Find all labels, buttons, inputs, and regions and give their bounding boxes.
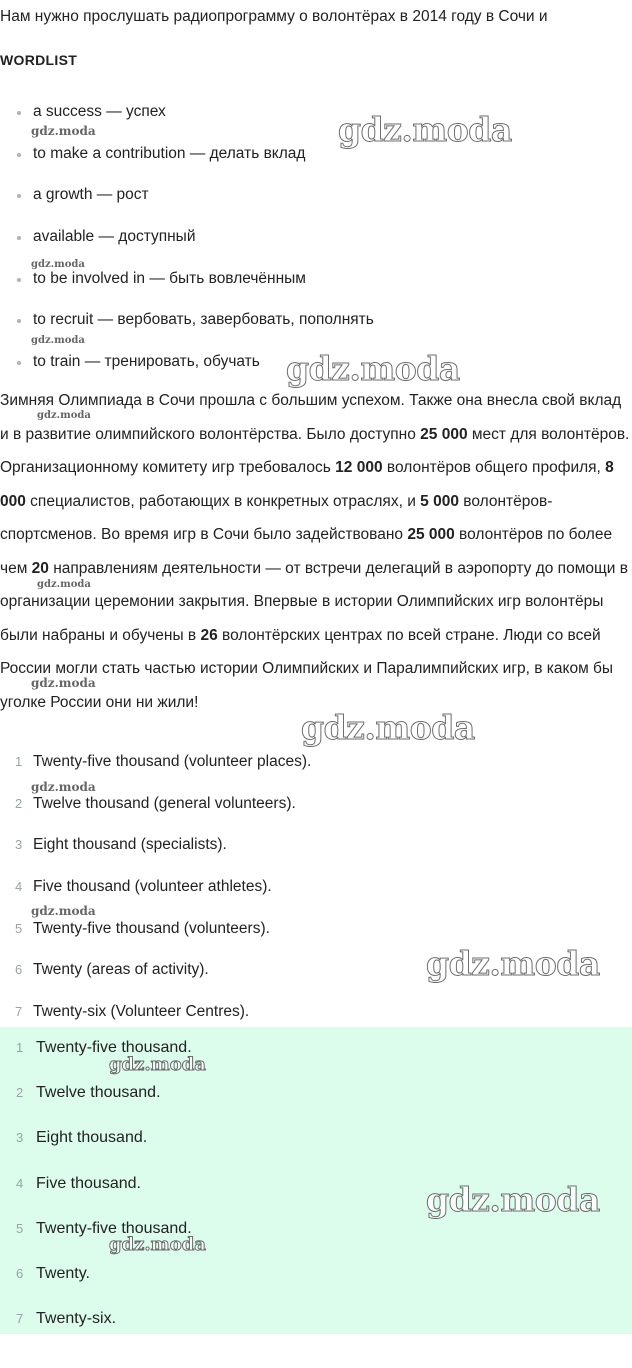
answer-number: 4 — [15, 879, 23, 895]
paragraph-text: волонтёрских центрах по всей стране. Люди со всей России могли стать частью истории Олимпийских и Паралимпийских игр, в каком бы уголке России они ни жили! — [0, 626, 614, 711]
answer-text: Twenty-five thousand. — [36, 1219, 192, 1237]
answer-number: 1 — [16, 1040, 24, 1055]
answer-number: 3 — [15, 837, 23, 853]
paragraph-text: волонтёров общего профиля, — [382, 459, 606, 476]
answer-text: Twenty. — [36, 1264, 90, 1282]
answer-number: 2 — [16, 1085, 24, 1101]
wordlist-heading: WORDLIST — [0, 52, 78, 68]
watermark: gdz.moda — [286, 349, 460, 388]
answer-text: Twelve thousand (general volunteers). — [33, 794, 296, 812]
watermark: gdz.moda — [426, 1180, 600, 1219]
watermark: gdz.moda — [301, 708, 475, 747]
text-paragraph — [0, 384, 632, 719]
paragraph-text: волонтёров-спортсменов. Во время игр в Сочи было задействовано — [0, 492, 553, 543]
paragraph-text: направлениям деятельности — от встречи делегаций в аэропорту до помощи в организации церемонии закрытия. Впервые в истории Олимпийских игр волонтёры были набраны и обучены в — [0, 559, 628, 644]
answer-number: 5 — [15, 920, 23, 936]
watermark: gdz.moda — [31, 780, 96, 794]
watermark: gdz.moda — [37, 410, 91, 421]
wordlist-item: a success — успех — [0, 100, 374, 142]
number-bold: 8 000 — [0, 459, 614, 510]
number-bold: 25 000 — [407, 526, 455, 543]
answer-number: 6 — [15, 962, 23, 978]
wordlist-item: available — доступный — [0, 225, 374, 267]
number-bold: 20 — [31, 559, 49, 577]
watermark: gdz.moda — [37, 579, 91, 590]
answer-text: Twenty-six. — [36, 1310, 117, 1328]
answer-number: 3 — [16, 1130, 24, 1146]
number-bold: 5 000 — [420, 492, 459, 510]
answer-number: 4 — [16, 1175, 24, 1191]
answer-number: 6 — [16, 1265, 24, 1281]
number-bold: 25 000 — [420, 425, 468, 443]
answer-text: Five thousand. — [36, 1174, 141, 1192]
watermark: gdz.moda — [31, 335, 85, 346]
answer-number: 5 — [16, 1220, 24, 1236]
paragraph-text: мест для волонтёров. Организационному комитету игр требовалось — [0, 425, 630, 476]
wordlist-item: a growth — рост — [0, 183, 374, 225]
wordlist-item: to recruit — вербовать, завербовать, пополнять — [0, 308, 374, 350]
wordlist-item: to train — тренировать, обучать — [0, 350, 374, 392]
watermark: gdz.moda — [31, 676, 96, 690]
answer-text: Twenty-five thousand (volunteer places). — [33, 753, 312, 770]
paragraph-text: Зимняя Олимпиада в Сочи прошла с большим успехом. Также она внесла свой вклад и в развитие олимпийского волонтёрства. Было доступно — [0, 392, 622, 443]
watermark: gdz.moda — [426, 944, 600, 983]
watermark: gdz.moda — [31, 124, 96, 138]
answer-text: Twenty-six (Volunteer Centres). — [33, 1003, 250, 1021]
watermark: gdz.moda — [109, 1234, 206, 1255]
answer-number: 7 — [16, 1311, 24, 1327]
answer-text: Eight thousand (specialists). — [33, 836, 227, 854]
answer-text: Twelve thousand. — [36, 1084, 161, 1102]
answer-text: Eight thousand. — [36, 1129, 148, 1147]
watermark: gdz.moda — [31, 259, 85, 270]
answer-text: Five thousand (volunteer athletes). — [33, 878, 272, 896]
wordlist-item: to make a contribution — делать вклад — [0, 142, 374, 184]
paragraph-text: волонтёров по более чем — [0, 526, 613, 577]
answer-number: 1 — [15, 754, 23, 769]
wordlist-item: to be involved in — быть вовлечённым — [0, 267, 374, 309]
number-bold: 12 000 — [335, 459, 383, 476]
intro-text: Нам нужно прослушать радиопрограмму о волонтёрах в 2014 году в Сочи и — [0, 8, 548, 25]
answer-number: 2 — [15, 795, 23, 811]
watermark: gdz.moda — [31, 904, 96, 918]
answer-number: 7 — [15, 1004, 23, 1020]
answer-text: Twenty (areas of activity). — [33, 961, 209, 979]
watermark: gdz.moda — [109, 1054, 206, 1075]
watermark: gdz.moda — [338, 110, 512, 149]
number-bold: 26 — [200, 626, 218, 644]
answer-text: Twenty-five thousand. — [36, 1039, 192, 1056]
paragraph-text: специалистов, работающих в конкретных отраслях, и — [25, 492, 421, 510]
answer-text: Twenty-five thousand (volunteers). — [33, 919, 270, 937]
